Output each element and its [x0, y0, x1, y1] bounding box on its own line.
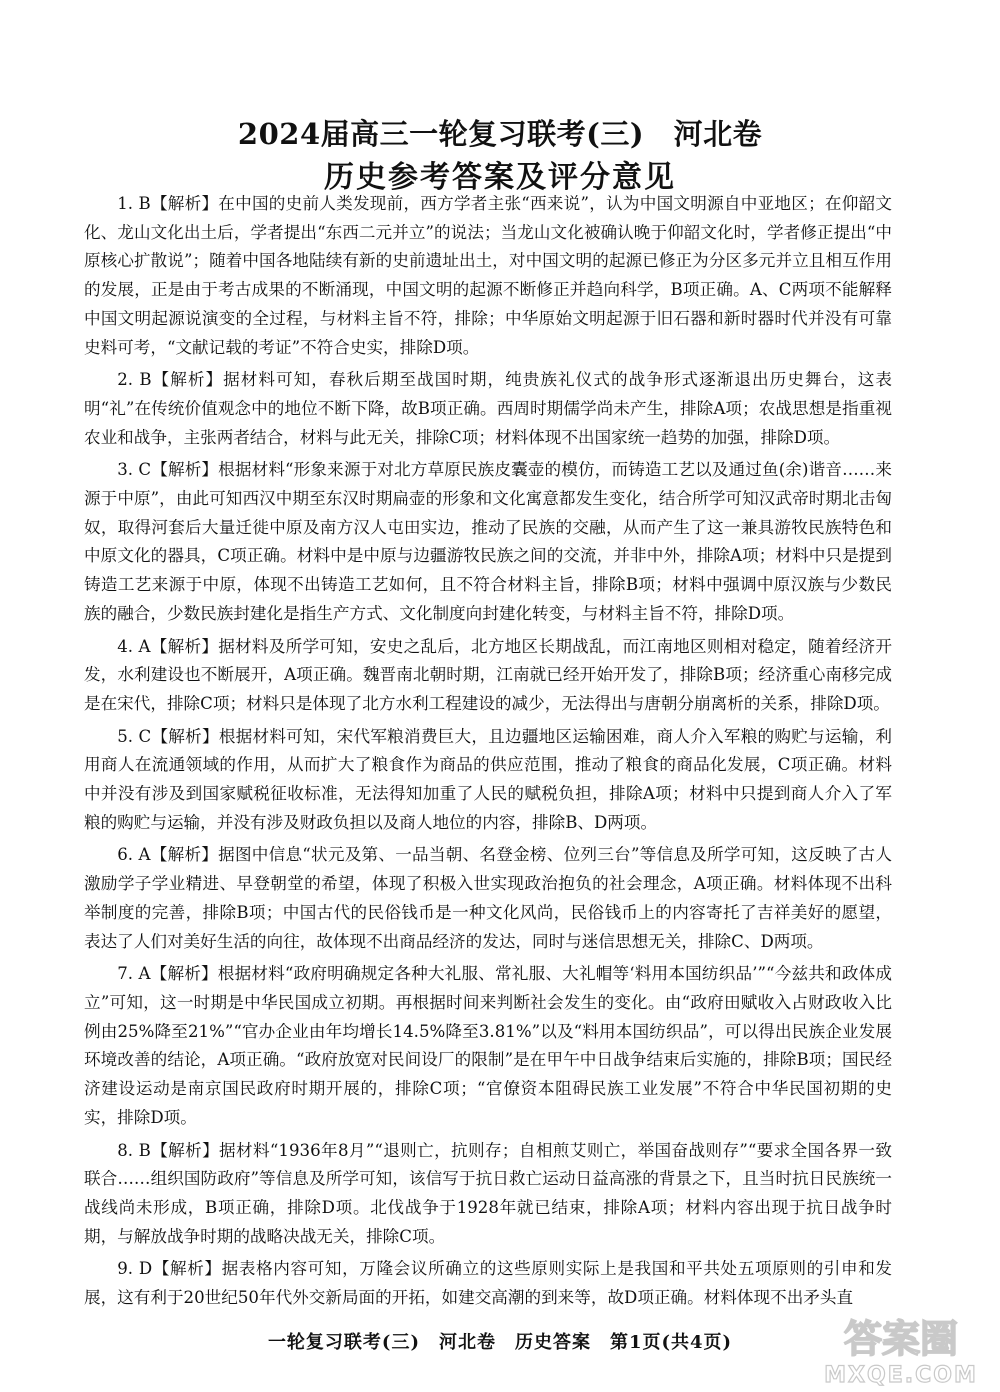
answer-item-4: 4. A【解析】据材料及所学可知，安史之乱后，北方地区长期战乱，而江南地区则相对稳定，随着经济开发，水利建设也不断展开，A项正确。魏晋南北朝时期，江南就已经开始开发了，排除B项；经济重心南移完成是在宋代，排除C项；材料只是体现了北方水利工程建设的减少，无法得出与唐朝分崩离析的关系，排除D项。: [84, 636, 892, 713]
answer-item-1: 1. B【解析】在中国的史前人类发现前，西方学者主张“西来说”，认为中国文明源自中亚地区；在仰韶文化、龙山文化出土后，学者提出“东西二元并立”的说法；当龙山文化被确认晚于仰韶文化时，学者修正提出“中原核心扩散说”；随着中国各地陆续有新的史前遗址出土，对中国文明的起源已修正为分区多元并立且相互作用的发展，正是由于考古成果的不断涌现，中国文明的起源不断修正并趋向科学，B项正确。A、C两项不能解释中国文明起源说演变的全过程，与材料主旨不符，排除；中华原始文明起源于旧石器和新时器时代并没有可靠史料可考，“文献记载的考证”不符合史实，排除D项。: [84, 194, 892, 357]
answer-item-2: 2. B【解析】据材料可知，春秋后期至战国时期，纯贵族礼仪式的战争形式逐渐退出历史舞台，这表明“礼”在传统价值观念中的地位不断下降，故B项正确。西周时期儒学尚未产生，排除A项；农战思想是指重视农业和战争，主张两者结合，材料与此无关，排除C项；材料体现不出国家统一趋势的加强，排除D项。: [84, 370, 892, 447]
page-footer: 一轮复习联考(三) 河北卷 历史答案 第1页(共4页): [267, 1332, 733, 1353]
answer-item-3: 3. C【解析】根据材料“形象来源于对北方草原民族皮囊壶的模仿，而铸造工艺以及通过鱼(余)谐音……来源于中原”，由此可知西汉中期至东汉时期扁壶的形象和文化寓意都发生变化，结合所学可知汉武帝时期北击匈奴，取得河套后大量迁徙中原及南方汉人屯田实边，推动了民族的交融，从而产生了这一兼具游牧民族特色和中原文化的器具，C项正确。材料中是中原与边疆游牧民族之间的交流，并非中外，排除A项；材料中只是提到铸造工艺来源于中原，体现不出铸造工艺如何，且不符合材料主旨，排除B项；材料中强调中原汉族与少数民族的融合，少数民族封建化是指生产方式、文化制度向封建化转变，与材料主旨不符，排除D项。: [84, 460, 892, 623]
answer-list: [84, 190, 892, 1317]
watermark-logo: [812, 1308, 990, 1388]
watermark-line2: MXQE.COM: [824, 1363, 978, 1388]
answer-item-8: 8. B【解析】据材料“1936年8月”“退则亡，抗则存；自相煎艾则亡，举国奋战则存”“要求全国各界一致联合……组织国防政府”等信息及所学可知，该信写于抗日救亡运动日益高涨的背景之下，且当时抗日民族统一战线尚未形成，B项正确，排除D项。北伐战争于1928年就已结束，排除A项；材料内容出现于抗日战争时期，与解放战争时期的战略决战无关，排除C项。: [84, 1140, 892, 1246]
answer-item-5: 5. C【解析】根据材料可知，宋代军粮消费巨大，且边疆地区运输困难，商人介入军粮的购贮与运输，利用商人在流通领域的作用，从而扩大了粮食作为商品的供应范围，推动了粮食的商品化发展，C项正确。材料中并没有涉及到国家赋税征收标准，无法得知加重了人民的赋税负担，排除A项；材料中只提到商人介入了军粮的购贮与运输，并没有涉及财政负担以及商人地位的内容，排除B、D两项。: [84, 726, 892, 832]
watermark-line1: 答案圈: [843, 1317, 959, 1361]
answer-item-7: 7. A【解析】根据材料“政府明确规定各种大礼服、常礼服、大礼帽等‘料用本国纺织品’”“今兹共和政体成立”可知，这一时期是中华民国成立初期。再根据时间来判断社会发生的变化。由“政府田赋收入占财政收入比例由25%降至21%”“官办企业由年均增长14.5%降至3.81%”以及“料用本国纺织品”，可以得出民族企业发展环境改善的结论，A项正确。“政府放宽对民间设厂的限制”是在甲午中日战争结束后实施的，排除B项；国民经济建设运动是南京国民政府时期开展的，排除C项；“官僚资本阻碍民族工业发展”不符合中华民国初期的史实，排除D项。: [84, 964, 892, 1127]
page-subtitle: 历史参考答案及评分意见: [324, 160, 676, 195]
answer-item-6: 6. A【解析】据图中信息“状元及第、一品当朝、名登金榜、位列三台”等信息及所学可知，这反映了古人激励学子学业精进、早登朝堂的希望，体现了积极入世实现政治抱负的社会理念，A项正确。材料体现不出科举制度的完善，排除B项；中国古代的民俗钱币是一种文化风尚，民俗钱币上的内容寄托了吉祥美好的愿望，表达了人们对美好生活的向往，故体现不出商品经济的发达，同时与迷信思想无关，排除C、D两项。: [84, 845, 892, 951]
page-title: 2024届高三一轮复习联考(三) 河北卷: [237, 117, 763, 151]
answer-item-9: 9. D【解析】据表格内容可知，万隆会议所确立的这些原则实际上是我国和平共处五项原则的引申和发展，这有利于20世纪50年代外交新局面的开拓，如建交高潮的到来等，故D项正确。材料体现不出矛头直: [84, 1259, 892, 1308]
